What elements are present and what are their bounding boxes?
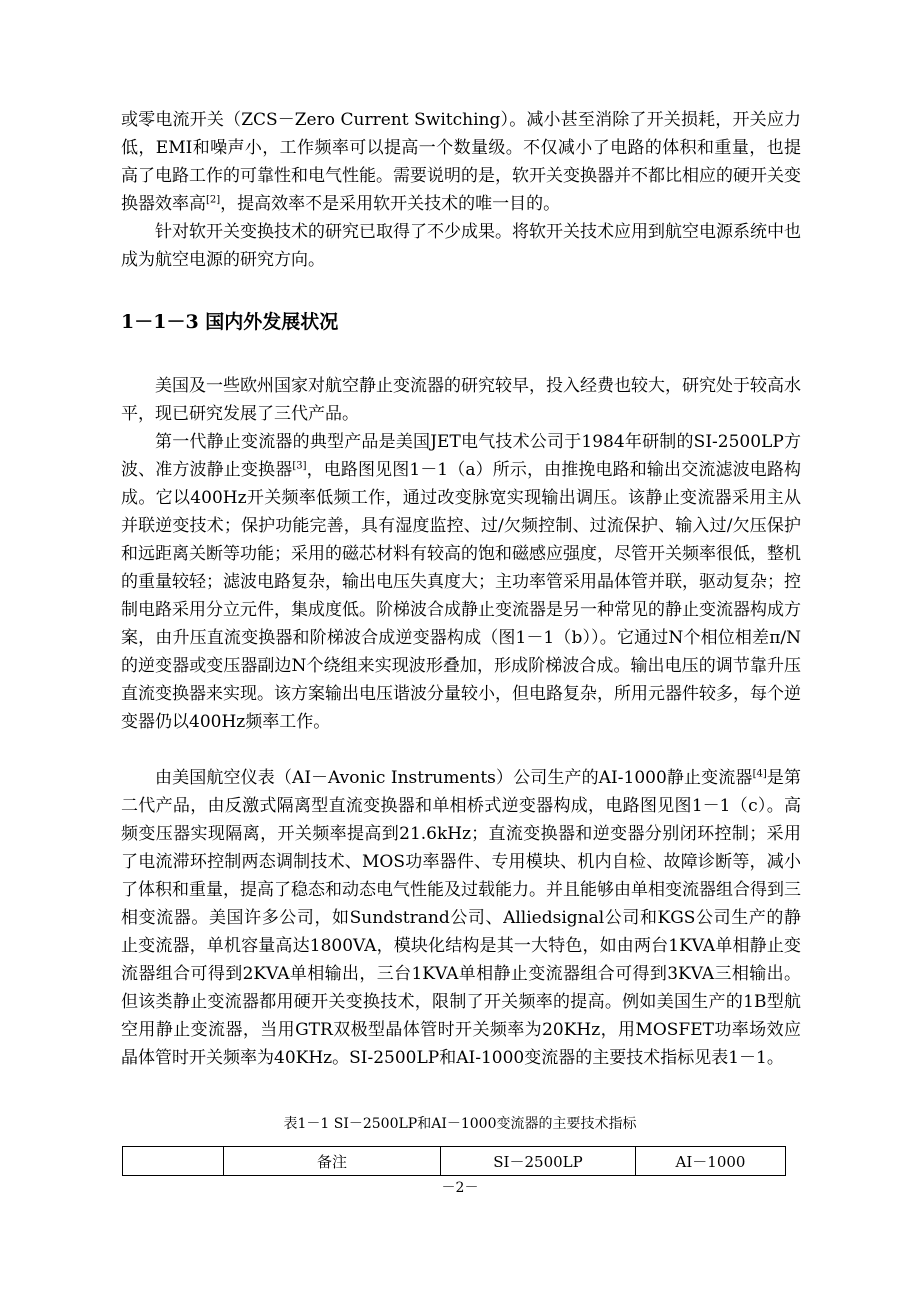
paragraph-research-direction: 针对软开关变换技术的研究已取得了不少成果。将软开关技术应用到航空电源系统中也成为航空电源的研究方向。 xyxy=(121,222,801,270)
paragraph-second-generation xyxy=(121,764,801,1072)
table-header-cell: 备注 xyxy=(224,1147,441,1176)
table-caption: 表1－1 SI－2500LP和AI－1000变流器的主要技术指标 xyxy=(283,1116,637,1132)
citation-ref: [4] xyxy=(752,768,767,780)
paragraph-text: ，电路图见图1－1（a）所示，由推挽电路和输出交流滤波电路构成。它以400Hz开关频率低频工作，通过改变脉宽实现输出调压。该静止变流器采用主从并联逆变技术；保护功能完善，具有湿度监控、过/欠频控制、过流保护、输入过/欠压保护和远距离关断等功能；采用的磁芯材料有较高的饱和磁感应强度，尽管开关频率很低，整机的重量较轻；滤波电路复杂，输出电压失真度大；主功率管采用晶体管并联，驱动复杂；控制电路采用分立元件，集成度低。阶梯波合成静止变流器是另一种常见的静止变流器构成方案，由升压直流变换器和阶梯波合成逆变器构成（图1－1（b））。它通过N个相位相差π/N的逆变器或变压器副边N个绕组来实现波形叠加，形成阶梯波合成。输出电压的调节靠升压直流变换器来实现。该方案输出电压谐波分量较小，但电路复杂，所用元器件较多，每个逆变器仍以400Hz频率工作。 xyxy=(121,460,801,732)
paragraph-text: ，提高效率不是采用软开关技术的唯一目的。 xyxy=(220,194,561,214)
citation-ref: [2] xyxy=(206,194,221,206)
paragraph-text: 或零电流开关（ZCS－Zero Current Switching）。减小甚至消除了开关损耗，开关应力低，EMI和噪声小，工作频率可以提高一个数量级。不仅减小了电路的体积和重量，也提高了电路工作的可靠性和电气性能。需要说明的是，软开关变换器并不都比相应的硬开关变换器效率高 xyxy=(121,110,801,214)
table-header-row xyxy=(123,1147,786,1176)
table-header-cell: AI－1000 xyxy=(636,1147,786,1176)
paragraph-text: 是第二代产品，由反激式隔离型直流变换器和单相桥式逆变器构成，电路图见图1－1（c）。高频变压器实现隔离，开关频率提高到21.6kHz；直流变换器和逆变器分别闭环控制；采用了电流滞环控制两态调制技术、MOS功率器件、专用模块、机内自检、故障诊断等，减小了体积和重量，提高了稳态和动态电气性能及过载能力。并且能够由单相变流器组合得到三相变流器。美国许多公司，如Sundstrand公司、Alliedsignal公司和KGS公司生产的静止变流器，单机容量高达1800VA，模块化结构是其一大特色，如由两台1KVA单相静止变流器组合可得到2KVA单相输出，三台1KVA单相静止变流器组合可得到3KVA三相输出。但该类静止变流器都用硬开关变换技术，限制了开关频率的提高。例如美国生产的1B型航空用静止变流器，当用GTR双极型晶体管时开关频率为20KHz，用MOSFET功率场效应晶体管时开关频率为40KHz。SI-2500LP和AI-1000变流器的主要技术指标见表1－1。 xyxy=(121,768,801,1068)
table-header-cell xyxy=(123,1147,224,1176)
paragraph-text: 第一代静止变流器的典型产品是美国JET电气技术公司于1984年研制的SI-2500LP方波、准方波静止变换器 xyxy=(121,432,801,480)
page-number: －2－ xyxy=(441,1180,479,1196)
paragraph-text: 由美国航空仪表（AI－Avonic Instruments）公司生产的AI-1000静止变流器 xyxy=(155,768,753,788)
paragraph-soft-switching-intro xyxy=(121,106,801,218)
citation-ref: [3] xyxy=(292,460,307,472)
paragraph-first-generation xyxy=(121,428,801,736)
table-header-cell: SI－2500LP xyxy=(441,1147,636,1176)
spec-table xyxy=(122,1146,786,1176)
section-heading: 1－1－3 国内外发展状况 xyxy=(121,311,339,333)
paragraph-overview: 美国及一些欧州国家对航空静止变流器的研究较早，投入经费也较大，研究处于较高水平，现已研究发展了三代产品。 xyxy=(121,376,801,424)
